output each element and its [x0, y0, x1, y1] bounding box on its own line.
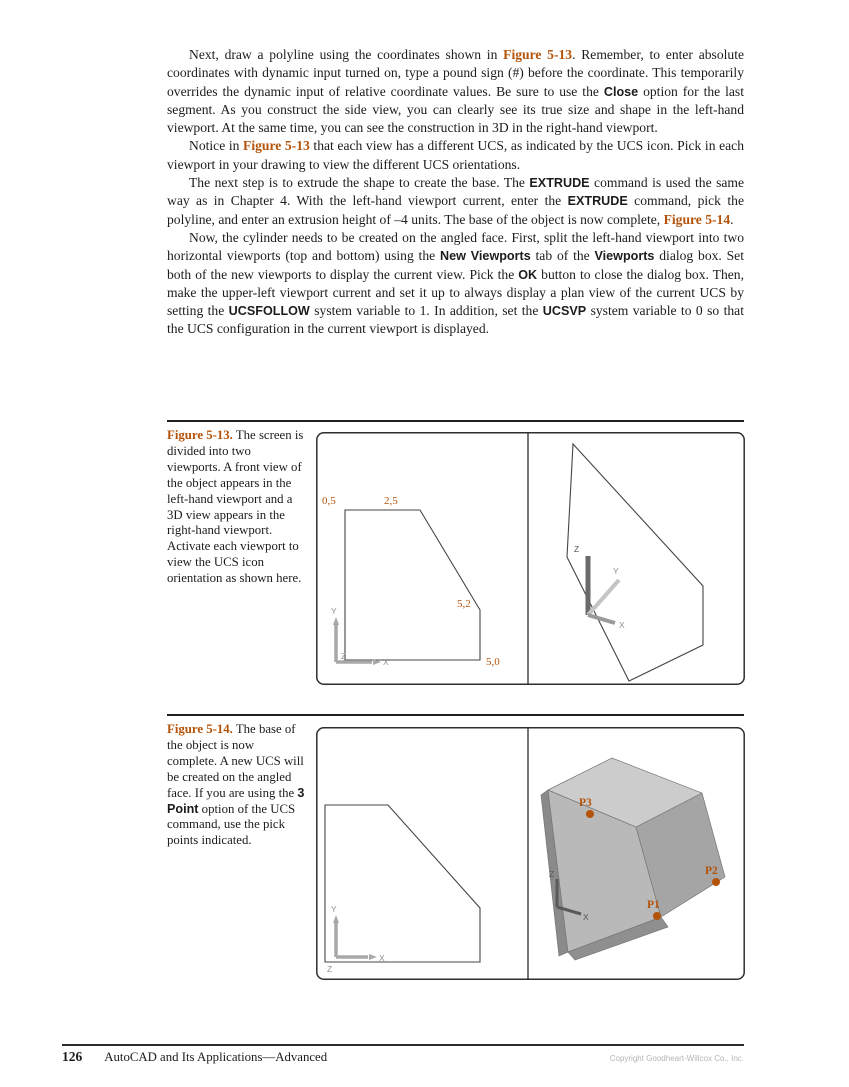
figure-14-top-rule: [167, 714, 744, 716]
pick-point-p1: [653, 912, 661, 920]
text-run: Figure 5-14: [663, 211, 731, 227]
text-run: command, pick the polyline, and enter an extrusion height of –4 units. The base of the object is now complete,: [167, 193, 744, 227]
x-axis-label: X: [379, 953, 385, 963]
book-title: AutoCAD and Its Applications—Advanced: [104, 1050, 328, 1064]
body-text-block: [167, 46, 744, 339]
x-axis-label: X: [383, 657, 389, 667]
figure-14-caption-text: [167, 722, 304, 847]
figure-14-graphic: [316, 727, 745, 980]
text-run: Figure 5-13: [243, 138, 310, 154]
text-run: Now, the cylinder needs to be created on the angled face. First, split the left-hand viewport into two horizontal viewports (top and bottom) using the: [167, 229, 744, 264]
text-run: Notice in: [189, 138, 244, 154]
text-run: OK: [518, 267, 538, 282]
text-run: EXTRUDE: [529, 176, 590, 191]
text-run: option for the last segment. As you construct the side view, you can clearly see its true size and shape in the left-hand viewport. At the same time, you can see the construction in 3D in the right-hand viewport.: [167, 83, 744, 136]
pick-point-label-p1: P1: [647, 899, 660, 911]
coordinate-label: 0,5: [322, 495, 336, 507]
figure-13-top-rule: [167, 420, 744, 422]
text-run: option of the UCS command, use the pick points indicated.: [167, 801, 296, 848]
text-run: 3 Point: [167, 785, 305, 816]
text-run: Figure 5-13: [503, 47, 573, 62]
text-run: Close: [603, 84, 639, 99]
pick-point-p2: [712, 878, 720, 886]
footer: [62, 1049, 744, 1065]
z-axis-label: Z: [327, 964, 333, 974]
paragraph: [167, 174, 744, 229]
x-axis-label: X: [583, 912, 589, 922]
text-run: system variable to 0 so that the UCS configuration in the current viewport is displayed.: [167, 303, 744, 337]
text-run: The next step is to extrude the shape to create the base. The: [189, 175, 530, 191]
paragraph: [167, 137, 744, 174]
figure-13-graphic: [316, 432, 745, 685]
text-run: Viewports: [594, 249, 655, 264]
copyright-notice: Copyright Goodheart-Willcox Co., Inc.: [609, 1054, 744, 1063]
x-axis-label: X: [619, 620, 625, 630]
y-axis-label: Y: [613, 566, 619, 576]
figure-13-caption: [167, 428, 305, 587]
text-run: that each view has a different UCS, as indicated by the UCS icon. Pick in each viewport in your drawing to view the different UCS orientations.: [167, 138, 745, 172]
footer-rule: [62, 1044, 744, 1046]
text-run: The base of the object is now complete. A new UCS will be created on the angled face. If you are using the: [167, 722, 304, 800]
text-run: .: [730, 211, 734, 227]
figure-14-caption-title: Figure 5-14.: [167, 722, 233, 736]
text-run: tab of the: [530, 248, 595, 264]
text-run: . Remember, to enter absolute coordinates with dynamic input turned on, type a pound sign (#) before the coordinate. This temporarily overrides the dynamic input of relative coordinate values. Be sure to use the: [167, 47, 745, 99]
pick-point-label-p2: P2: [705, 865, 718, 877]
text-run: button to close the dialog box. Then, make the upper-left viewport current and set it up to always display a plan view of the current UCS by setting the: [167, 266, 745, 319]
viewport-border: [317, 433, 744, 684]
text-run: EXTRUDE: [567, 194, 628, 209]
z-axis-label: Z: [549, 869, 555, 879]
text-run: command is used the same way as in Chapter 4. With the left-hand viewport current, enter the: [167, 175, 745, 209]
figure-13-caption-text: [167, 428, 303, 585]
y-axis-label: Y: [331, 904, 337, 914]
text-run: The screen is divided into two viewports. A front view of the object appears in the left-hand viewport and a 3D view appears in the right-hand viewport. Activate each viewport to view the UCS icon orientation as shown here.: [167, 428, 304, 586]
figure-13-caption-title: Figure 5-13.: [167, 428, 233, 442]
pick-point-p3: [586, 810, 594, 818]
text-run: New Viewports: [439, 249, 531, 264]
figure-14-caption: [167, 722, 305, 849]
coordinate-label: 5,2: [457, 598, 471, 610]
pick-point-label-p3: P3: [579, 797, 592, 809]
z-axis-label: Z: [574, 544, 580, 554]
page-number: 126: [62, 1049, 83, 1064]
coordinate-label: 5,0: [486, 656, 500, 668]
text-run: Next, draw a polyline using the coordinates shown in: [189, 47, 504, 62]
paragraph: [167, 46, 744, 137]
text-run: UCSVP: [542, 304, 587, 319]
text-run: UCSFOLLOW: [228, 304, 310, 319]
paragraph: [167, 229, 744, 339]
y-axis-label: Y: [331, 606, 337, 616]
text-run: system variable to 1. In addition, set the: [309, 303, 543, 319]
coordinate-label: 2,5: [384, 495, 398, 507]
text-run: dialog box. Set both of the new viewports to display the current view. Pick the: [167, 248, 744, 282]
z-axis-label: Z: [341, 651, 347, 661]
